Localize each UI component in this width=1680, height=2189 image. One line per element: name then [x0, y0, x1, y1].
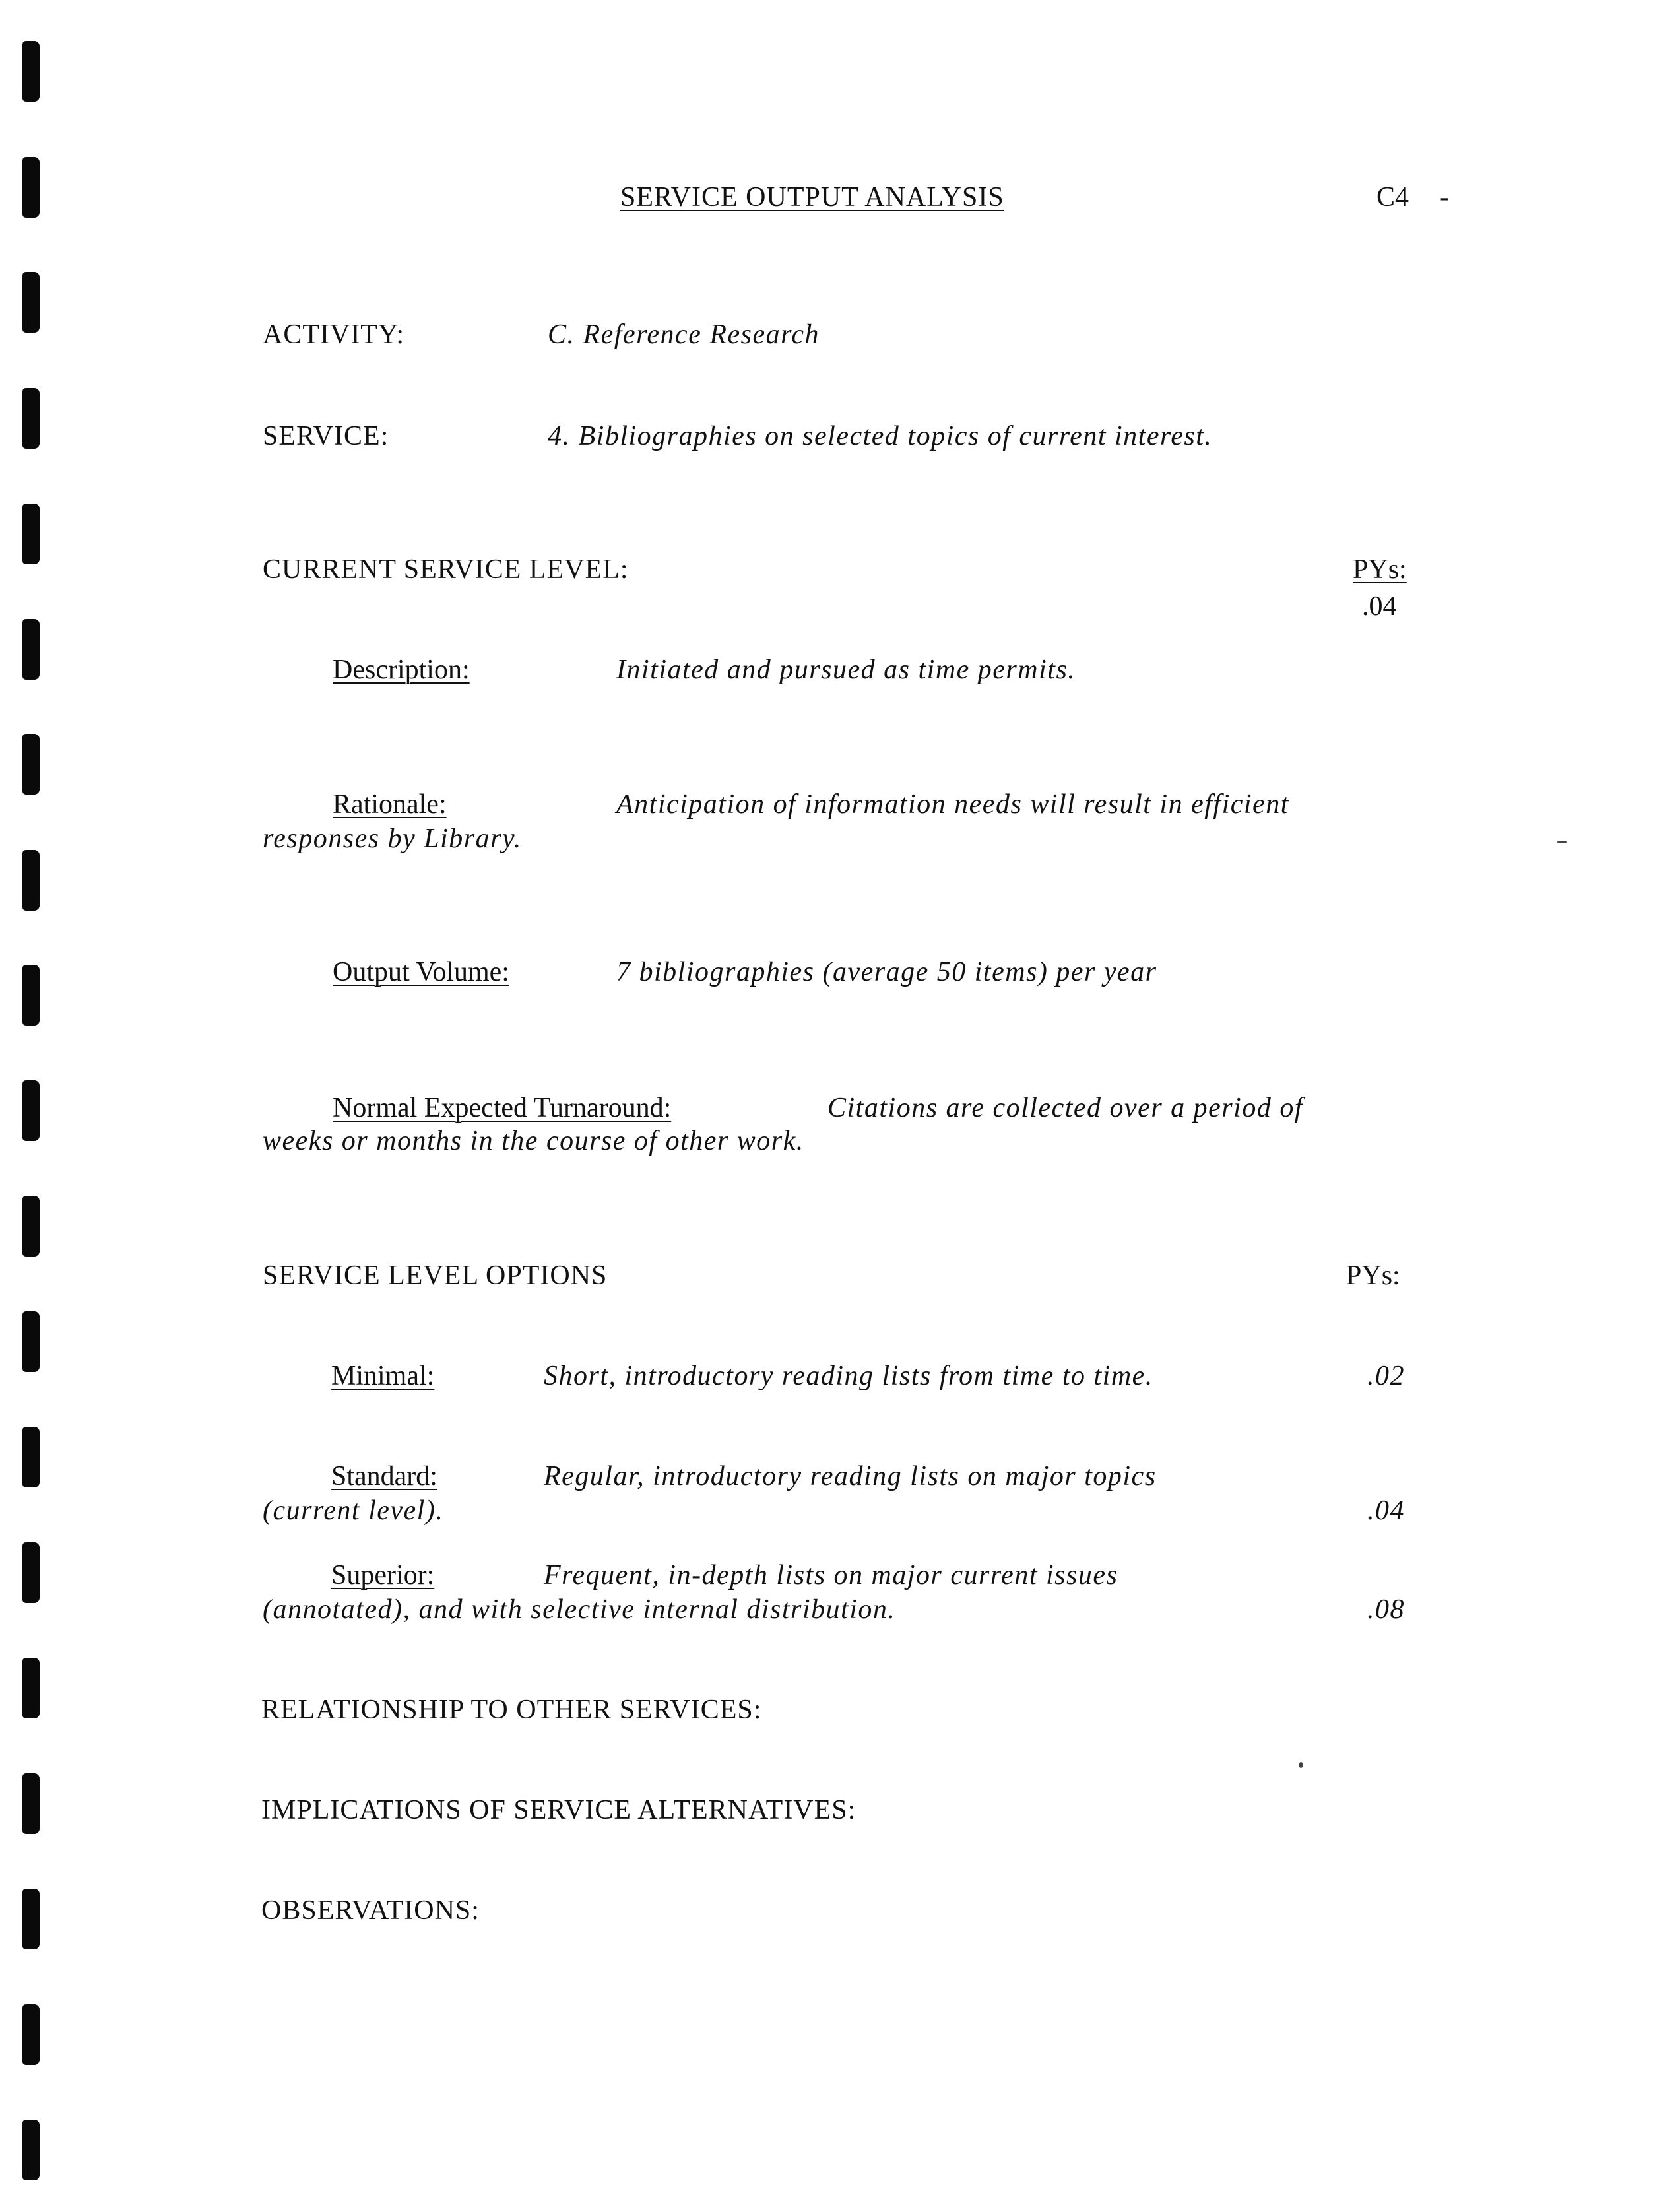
relationship-heading: RELATIONSHIP TO OTHER SERVICES: [261, 1695, 762, 1725]
description-text: Initiated and pursued as time permits. [616, 655, 1076, 685]
implications-heading: IMPLICATIONS OF SERVICE ALTERNATIVES: [261, 1795, 856, 1825]
punch-mark [22, 1889, 40, 1949]
punch-mark [22, 2004, 40, 2065]
punch-mark [22, 965, 40, 1026]
turnaround-text-line1: Citations are collected over a period of [827, 1093, 1303, 1123]
punch-mark [22, 157, 40, 218]
turnaround-label: Normal Expected Turnaround: [333, 1093, 672, 1123]
options-heading: SERVICE LEVEL OPTIONS [263, 1260, 608, 1291]
output-volume-label: Output Volume: [333, 957, 509, 987]
punch-mark [22, 41, 40, 102]
minimal-text: Short, introductory reading lists from time to time. [544, 1361, 1153, 1391]
punch-mark [22, 388, 40, 449]
punch-mark [22, 1196, 40, 1257]
current-pys-value: .04 [1362, 591, 1397, 622]
punch-mark [22, 850, 40, 911]
punch-mark [22, 1080, 40, 1141]
superior-label: Superior: [331, 1560, 435, 1590]
minimal-label: Minimal: [331, 1361, 435, 1391]
service-value: 4. Bibliographies on selected topics of current interest. [548, 421, 1213, 451]
current-pys-label: PYs: [1353, 554, 1407, 585]
minimal-pys: .02 [1367, 1361, 1405, 1391]
turnaround-text-line2: weeks or months in the course of other work. [263, 1126, 804, 1156]
punch-mark [22, 734, 40, 795]
service-label: SERVICE: [263, 421, 389, 451]
output-volume-text: 7 bibliographies (average 50 items) per year [616, 957, 1157, 987]
scan-speck [1557, 841, 1567, 843]
rationale-text-line1: Anticipation of information needs will result in efficient [616, 789, 1289, 820]
options-pys-label: PYs: [1346, 1260, 1400, 1291]
observations-heading: OBSERVATIONS: [261, 1895, 480, 1926]
punch-mark [22, 1311, 40, 1372]
punch-mark [22, 1773, 40, 1834]
punch-mark [22, 272, 40, 333]
activity-label: ACTIVITY: [263, 319, 405, 350]
rationale-text-line2: responses by Library. [263, 824, 522, 854]
standard-label: Standard: [331, 1461, 437, 1491]
standard-text-line1: Regular, introductory reading lists on major topics [544, 1461, 1157, 1491]
punch-mark [22, 1658, 40, 1718]
standard-pys: .04 [1367, 1495, 1405, 1526]
punch-mark [22, 2120, 40, 2180]
current-level-heading: CURRENT SERVICE LEVEL: [263, 554, 629, 585]
standard-text-line2: (current level). [263, 1495, 444, 1526]
activity-value: C. Reference Research [548, 319, 820, 350]
scan-speck [1299, 1762, 1303, 1768]
header-dash: - [1440, 182, 1449, 212]
page-title: SERVICE OUTPUT ANALYSIS [620, 182, 1004, 212]
superior-text-line1: Frequent, in-depth lists on major current issues [544, 1560, 1118, 1590]
superior-pys: .08 [1367, 1594, 1405, 1625]
rationale-label: Rationale: [333, 789, 447, 820]
description-label: Description: [333, 655, 470, 685]
punch-mark [22, 619, 40, 680]
punch-mark [22, 1427, 40, 1487]
page-code: C4 [1376, 182, 1409, 212]
superior-text-line2: (annotated), and with selective internal distribution. [263, 1594, 896, 1625]
punch-mark [22, 504, 40, 564]
punch-mark [22, 1542, 40, 1603]
